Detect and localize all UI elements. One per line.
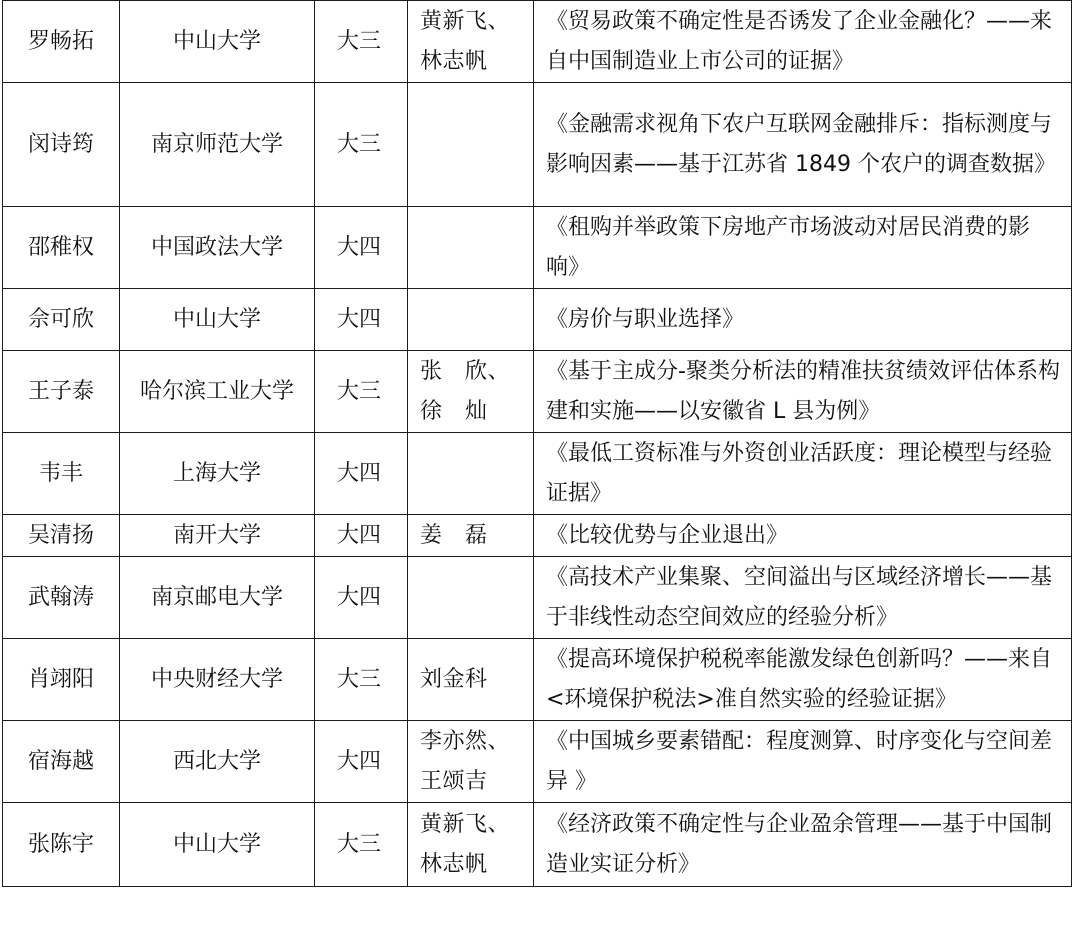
- paper-title-cell: 《高技术产业集聚、空间溢出与区域经济增长——基于非线性动态空间效应的经验分析》: [534, 557, 1072, 639]
- grade-cell: 大三: [315, 639, 408, 721]
- table-row: [3, 83, 1072, 207]
- grade-cell: 大四: [315, 515, 408, 557]
- student-name-cell: 肖翊阳: [3, 639, 120, 721]
- table-row: [3, 1, 1072, 83]
- advisor-cell: 刘金科: [408, 639, 534, 721]
- table-row: [3, 557, 1072, 639]
- student-name-cell: 闵诗筠: [3, 83, 120, 207]
- school-cell: 南京邮电大学: [120, 557, 315, 639]
- school-cell: 上海大学: [120, 433, 315, 515]
- school-cell: 中央财经大学: [120, 639, 315, 721]
- school-cell: 中山大学: [120, 1, 315, 83]
- grade-cell: 大四: [315, 721, 408, 803]
- advisor-cell: 黄新飞、 林志帆: [408, 1, 534, 83]
- advisor-cell: [408, 207, 534, 289]
- school-cell: 哈尔滨工业大学: [120, 351, 315, 433]
- student-name-cell: 吴清扬: [3, 515, 120, 557]
- advisor-cell: [408, 289, 534, 351]
- advisor-cell: [408, 557, 534, 639]
- school-cell: 南开大学: [120, 515, 315, 557]
- paper-title-cell: 《提高环境保护税税率能激发绿色创新吗？——来自<环境保护税法>准自然实验的经验证据》: [534, 639, 1072, 721]
- grade-cell: 大三: [315, 83, 408, 207]
- grade-cell: 大四: [315, 207, 408, 289]
- student-name-cell: 王子泰: [3, 351, 120, 433]
- advisor-cell: 姜 磊: [408, 515, 534, 557]
- school-cell: 西北大学: [120, 721, 315, 803]
- student-name-cell: 武翰涛: [3, 557, 120, 639]
- award-table: [2, 0, 1072, 887]
- student-name-cell: 邵稚权: [3, 207, 120, 289]
- paper-title-cell: 《贸易政策不确定性是否诱发了企业金融化？——来自中国制造业上市公司的证据》: [534, 1, 1072, 83]
- student-name-cell: 张陈宇: [3, 803, 120, 887]
- school-cell: 中国政法大学: [120, 207, 315, 289]
- paper-title-cell: 《房价与职业选择》: [534, 289, 1072, 351]
- advisor-cell: [408, 83, 534, 207]
- paper-title-cell: 《最低工资标准与外资创业活跃度：理论模型与经验证据》: [534, 433, 1072, 515]
- advisor-cell: 李亦然、 王颂吉: [408, 721, 534, 803]
- table-row: [3, 515, 1072, 557]
- student-name-cell: 韦丰: [3, 433, 120, 515]
- student-name-cell: 宿海越: [3, 721, 120, 803]
- table-row: [3, 289, 1072, 351]
- table-row: [3, 639, 1072, 721]
- student-name-cell: 罗畅拓: [3, 1, 120, 83]
- table-row: [3, 433, 1072, 515]
- table-row: [3, 207, 1072, 289]
- student-name-cell: 佘可欣: [3, 289, 120, 351]
- grade-cell: 大三: [315, 1, 408, 83]
- grade-cell: 大三: [315, 351, 408, 433]
- table-row: [3, 803, 1072, 887]
- paper-title-cell: 《金融需求视角下农户互联网金融排斥：指标测度与影响因素——基于江苏省 1849 个农户的调查数据》: [534, 83, 1072, 207]
- grade-cell: 大四: [315, 433, 408, 515]
- school-cell: 南京师范大学: [120, 83, 315, 207]
- paper-title-cell: 《经济政策不确定性与企业盈余管理——基于中国制造业实证分析》: [534, 803, 1072, 887]
- paper-title-cell: 《比较优势与企业退出》: [534, 515, 1072, 557]
- advisor-cell: 黄新飞、 林志帆: [408, 803, 534, 887]
- grade-cell: 大四: [315, 289, 408, 351]
- paper-title-cell: 《租购并举政策下房地产市场波动对居民消费的影响》: [534, 207, 1072, 289]
- table-row: [3, 351, 1072, 433]
- grade-cell: 大四: [315, 557, 408, 639]
- advisor-cell: [408, 433, 534, 515]
- grade-cell: 大三: [315, 803, 408, 887]
- school-cell: 中山大学: [120, 803, 315, 887]
- advisor-cell: 张 欣、 徐 灿: [408, 351, 534, 433]
- paper-title-cell: 《基于主成分-聚类分析法的精准扶贫绩效评估体系构建和实施——以安徽省 L 县为例》: [534, 351, 1072, 433]
- school-cell: 中山大学: [120, 289, 315, 351]
- table-row: [3, 721, 1072, 803]
- paper-title-cell: 《中国城乡要素错配：程度测算、时序变化与空间差异 》: [534, 721, 1072, 803]
